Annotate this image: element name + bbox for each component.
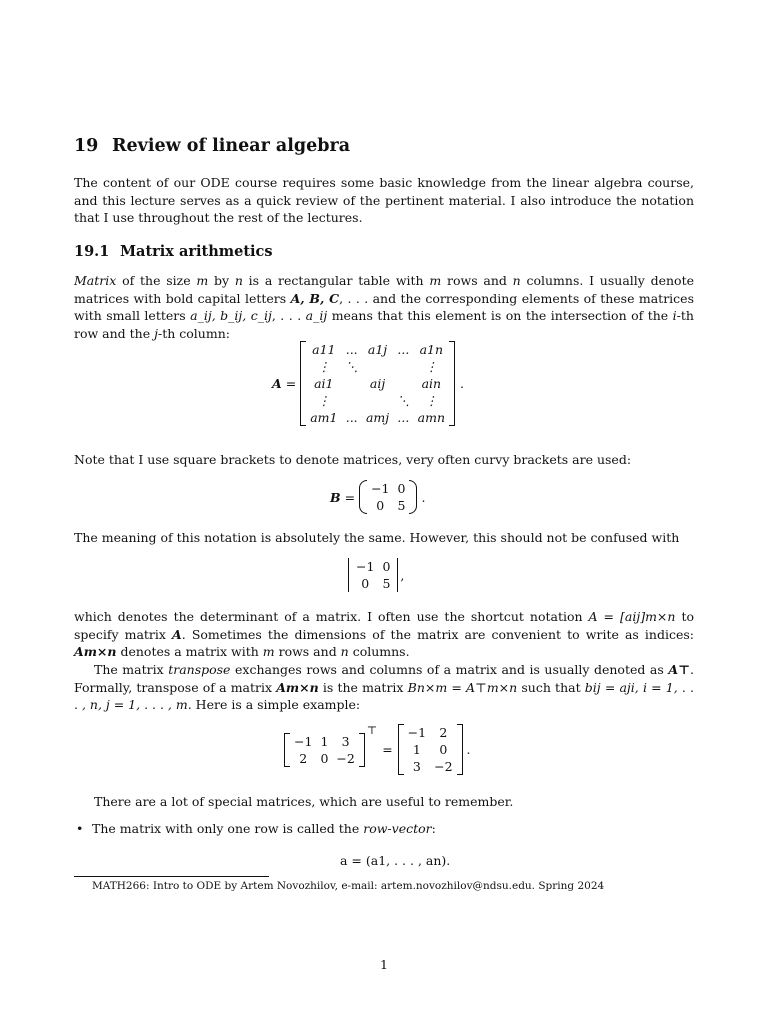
bold-amn: Am×n [74, 644, 117, 659]
matrix-row [306, 409, 449, 426]
text: of the size [116, 273, 197, 288]
var-m: m [262, 644, 275, 659]
subsection-title: Matrix arithmetics [120, 243, 273, 260]
matrix-row [404, 724, 457, 741]
matrix-cell: am1 [310, 410, 338, 425]
text: is the matrix [318, 679, 408, 695]
matrix-cell: 2 [299, 750, 308, 766]
matrix-cell: −1 [371, 481, 390, 496]
matrix-a [300, 341, 455, 426]
right-bracket [449, 341, 455, 426]
period: . [466, 742, 471, 757]
a-transpose: A⊤ [668, 662, 691, 677]
right-bracket [457, 724, 463, 775]
bold-letters: A, B, C [290, 290, 340, 306]
matrix-row [290, 733, 359, 750]
var-m: m [429, 273, 442, 288]
matrix-row [352, 575, 394, 592]
text: : [431, 821, 436, 836]
matrix-cell: −2 [434, 759, 453, 774]
var-i: i [672, 308, 677, 323]
matrix-row [367, 497, 409, 514]
matrix-row [404, 758, 457, 775]
page-number: 1 [380, 957, 388, 972]
var-n: n [512, 273, 521, 288]
subsection-heading [74, 243, 273, 260]
matrix-a-cells [306, 341, 449, 426]
matrix-cell: 0 [397, 481, 406, 496]
matrix-cell: ... [345, 342, 358, 357]
shortcut-notation: A = [aij]m×n [588, 609, 676, 624]
section-heading [74, 136, 350, 156]
determinant-paragraph [74, 608, 694, 661]
footnote: MATH266: Intro to ODE by Artem Novozhilov, e-mail: artem.novozhilov@ndsu.edu. Spring 2024 [92, 880, 605, 892]
row-vector-term: row-vector [363, 821, 432, 836]
text: -th row and the [74, 308, 694, 341]
bullet-icon: • [76, 821, 84, 836]
determinant [348, 558, 398, 592]
matrix-cell: −2 [336, 750, 355, 766]
matrix-row [404, 741, 457, 758]
text: The matrix with only one row is called the [92, 821, 364, 836]
text: is a rectangular table with [242, 273, 430, 288]
text: by [208, 273, 235, 288]
matrix-cell [393, 375, 414, 392]
text: exchanges rows and columns of a matrix and is usually denoted as [230, 662, 669, 677]
matrix-cell: ⋮ [317, 359, 331, 374]
matrix-row [290, 750, 359, 767]
matrix-cell: 1 [320, 733, 329, 749]
matrix-cell [362, 358, 393, 375]
matrix-row [367, 480, 409, 497]
matrix-cell: a1j [367, 342, 388, 357]
right-matrix [398, 724, 463, 775]
footnote-rule [74, 876, 269, 877]
matrix-cell: ⋮ [317, 393, 331, 408]
matrix-cell: amj [365, 410, 390, 425]
determinant-cells [352, 558, 394, 592]
text: . Sometimes the dimensions of the matrix are convenient to write as indices: [181, 626, 694, 642]
subsection-number: 19.1 [74, 243, 110, 260]
special-matrices-text: There are a lot of special matrices, which are useful to remember. [94, 794, 514, 809]
matrix-b-cells [367, 480, 409, 514]
list-item [76, 821, 436, 836]
period: . [421, 489, 426, 505]
text: denotes a matrix with [116, 644, 263, 659]
text: such that [517, 679, 585, 695]
section-number: 19 [74, 136, 99, 156]
matrix-cell: 0 [439, 742, 448, 757]
matrix-term: Matrix [74, 273, 117, 288]
matrix-definition-paragraph [74, 272, 694, 342]
matrix-cell: 0 [320, 750, 329, 766]
period: . [460, 376, 464, 391]
matrix-cell: ⋱ [345, 359, 358, 374]
matrix-cell: aij [369, 376, 386, 391]
row-vector-formula [340, 853, 450, 868]
matrix-cell: 0 [361, 576, 370, 591]
section-title: Review of linear algebra [112, 136, 351, 156]
matrix-cell: a1n [419, 342, 444, 357]
text: . Here is a simple example: [187, 697, 361, 712]
bold-amn: Am×n [276, 679, 319, 695]
matrix-row [352, 558, 394, 575]
matrix-cell: 3 [412, 759, 421, 774]
text: . Formally, transpose of a matrix [74, 662, 694, 695]
var-n: n [234, 273, 243, 288]
transpose-formula: Bn×m = A⊤m×n [407, 679, 518, 695]
matrix-cell: 3 [341, 733, 350, 749]
bold-a: A [172, 626, 182, 642]
matrix-cell: 5 [382, 576, 391, 591]
matrix-cell: ain [421, 376, 442, 391]
matrix-b [359, 480, 417, 514]
var-m: m [196, 273, 209, 288]
text: which denotes the determinant of a matrix. I often use the shortcut notation [74, 609, 589, 624]
left-bar [348, 558, 349, 592]
matrix-cell [341, 375, 362, 392]
matrix-row [306, 392, 449, 409]
right-paren [409, 480, 417, 514]
left-matrix [284, 733, 365, 767]
matrix-cell [362, 392, 393, 409]
matrix-cell [341, 392, 362, 409]
right-bracket [359, 733, 365, 767]
note-brackets: Note that I use square brackets to denote matrices, very often curvy brackets are used: [74, 452, 632, 467]
matrix-cell: 0 [376, 498, 385, 513]
left-paren [359, 480, 367, 514]
text: columns. [348, 644, 410, 659]
transpose-term: transpose [168, 662, 231, 677]
matrix-cell: ⋮ [425, 393, 438, 408]
matrix-cell: 5 [397, 498, 406, 513]
matrix-row [306, 358, 449, 375]
matrix-cell: amn [417, 410, 445, 425]
matrix-row [306, 375, 449, 392]
matrix-cell: −1 [356, 559, 375, 574]
matrix-cell: ... [397, 342, 410, 357]
text: , . . . and the corresponding elements of these matrices with small letters [74, 290, 694, 323]
matrix-cell: −1 [294, 733, 313, 749]
text: rows and [441, 273, 513, 288]
matrix-cell: 0 [382, 559, 391, 574]
matrix-cell [393, 358, 414, 375]
index-condition: bij = aji, i = 1, . . . , n, j = 1, . . . , m [74, 679, 694, 712]
row-vector: a = (a1, . . . , an). [340, 853, 451, 868]
text: The matrix [94, 662, 169, 677]
text: rows and [274, 644, 341, 659]
text: , . . . [271, 308, 306, 323]
equals-sign: = [382, 742, 393, 757]
text: -th column: [158, 325, 230, 341]
matrix-cell: −1 [407, 725, 427, 740]
text: to specify matrix [74, 609, 694, 642]
transpose-example [284, 724, 471, 775]
transpose-sup: ⊤ [366, 724, 378, 737]
matrix-a-name: A [272, 376, 282, 391]
matrix-b-display [330, 480, 425, 514]
matrix-cell: ⋮ [425, 359, 438, 374]
determinant-display [348, 558, 404, 592]
right-matrix-cells [404, 724, 457, 775]
var-j: j [154, 325, 158, 341]
matrix-cell: a11 [312, 342, 336, 357]
matrix-cell: ⋱ [397, 393, 410, 408]
matrix-cell: ... [345, 410, 358, 425]
var-n: n [340, 644, 349, 659]
right-bar [397, 558, 398, 592]
matrix-row [306, 341, 449, 358]
matrix-cell: ... [397, 410, 410, 425]
text: means that this element is on the intersection of the [327, 308, 673, 323]
left-matrix-cells [290, 733, 359, 767]
text: columns. I usually denote matrices with bold capital letters [74, 273, 694, 306]
matrix-cell: 2 [439, 725, 448, 740]
small-letters: a_ij, b_ij, c_ij [190, 308, 272, 323]
meaning-text: The meaning of this notation is absolutely the same. However, this should not be confused with [74, 530, 680, 545]
transpose-paragraph [74, 661, 694, 714]
matrix-cell: ai1 [314, 376, 334, 391]
equals-sign: = [344, 489, 356, 505]
matrix-b-name: B [330, 489, 341, 505]
equals-sign: = [285, 376, 297, 391]
intro-paragraph: The content of our ODE course requires some basic knowledge from the linear algebra course, and this lecture serves as a quick review of the pertinent material. I also introduce the notation that I use throughout the rest of the lectures. [74, 175, 694, 225]
matrix-a-display [272, 341, 464, 426]
element-aij: a_ij [305, 308, 328, 323]
matrix-cell: 1 [412, 742, 421, 757]
comma: , [400, 567, 405, 583]
